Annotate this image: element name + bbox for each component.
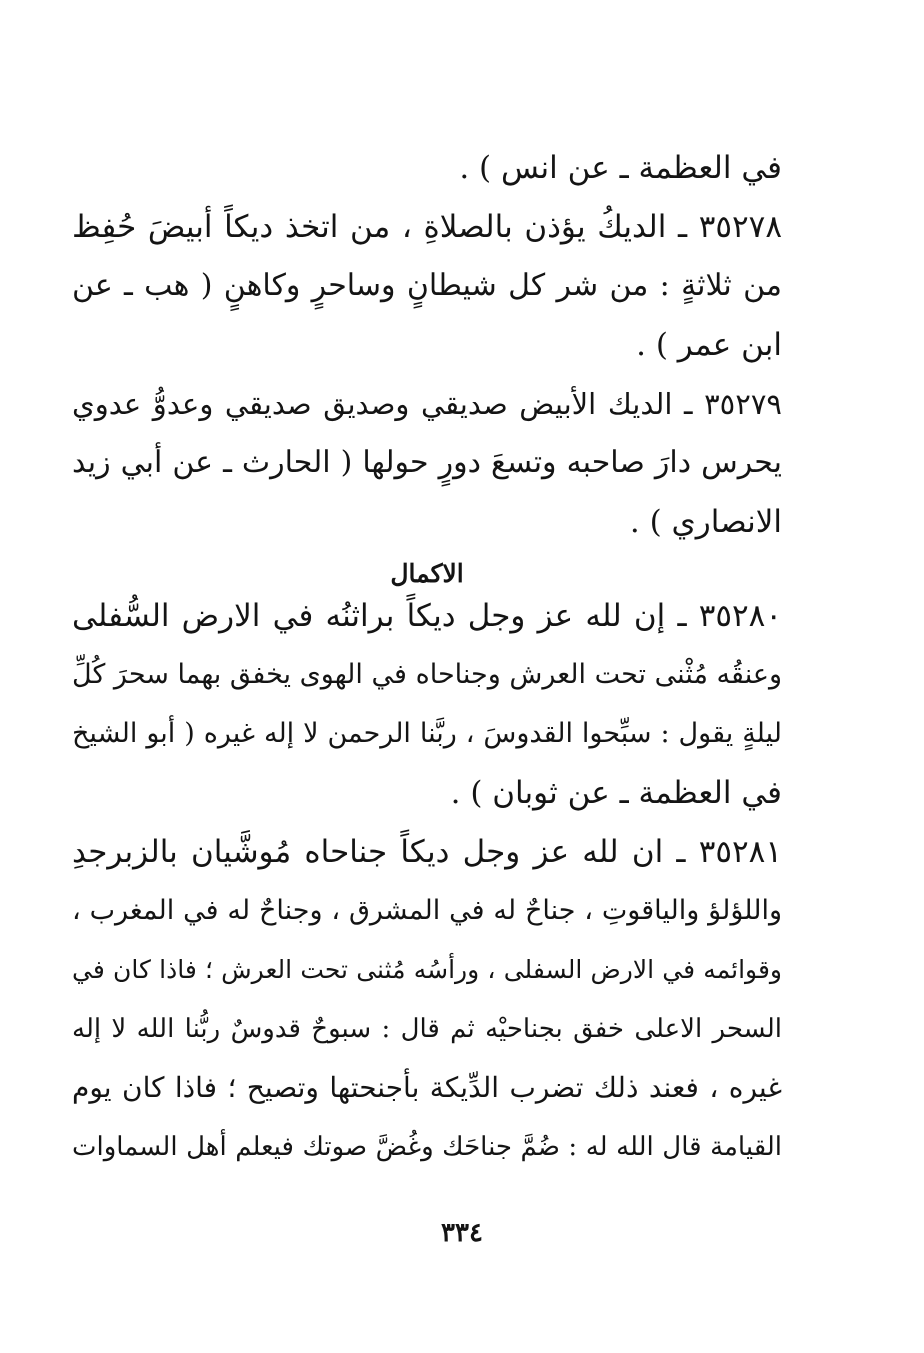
text-line: غيره ، فعند ذلك تضرب الدِّيكة بأجنحتها وتصيح ؛ فاذا كان يوم — [72, 1071, 782, 1104]
text-line: في العظمة ـ عن ثوبان ) . — [450, 775, 782, 811]
hadith-entry-35281-line: ٣٥٢٨١ ـ ان لله عز وجل ديكاً جناحاه مُوشَّيان بالزبرجدِ — [72, 834, 782, 870]
page-body — [72, 148, 782, 1167]
text-line: ليلةٍ يقول : سبِّحوا القدوسَ ، ربَّنا الرحمن لا إله غيره ( أبو الشيخ — [72, 718, 782, 749]
section-heading: الاكمال — [390, 559, 464, 588]
text-line: الانصاري ) . — [629, 504, 782, 540]
text-line: ابن عمر ) . — [636, 327, 782, 363]
hadith-entry-35279-line: ٣٥٢٧٩ ـ الديك الأبيض صديقي وصديق صديقي وعدوُّ عدوي — [72, 387, 782, 421]
text-line: وقوائمه في الارض السفلى ، ورأسُه مُثنى تحت العرش ؛ فاذا كان في — [72, 955, 782, 984]
page-number: ٣٣٤ — [441, 1218, 483, 1248]
text-line: السحر الاعلى خفق بجناحيْه ثم قال : سبوحٌ قدوسٌ ربُّنا الله لا إله — [72, 1014, 782, 1044]
hadith-entry-35280-line: ٣٥٢٨٠ ـ إن لله عز وجل ديكاً براثنُه في الارض السُّفلى — [72, 598, 782, 634]
text-line: يحرس دارَ صاحبه وتسعَ دورٍ حولها ( الحارث ـ عن أبي زيد — [72, 445, 782, 480]
text-line: القيامة قال الله له : ضُمَّ جناحَك وغُضَّ صوتك فيعلم أهل السماوات — [72, 1132, 782, 1162]
text-line: في العظمة ـ عن انس ) . — [459, 150, 782, 186]
hadith-entry-35278-line: ٣٥٢٧٨ ـ الديكُ يؤذن بالصلاةِ ، من اتخذ ديكاً أبيضَ حُفِظ — [72, 209, 782, 245]
text-line: وعنقُه مُثْنى تحت العرش وجناحاه في الهوى يخفق بهما سحرَ كُلِّ — [72, 659, 782, 690]
text-line: من ثلاثةٍ : من شر كل شيطانٍ وساحرٍ وكاهنٍ ( هب ـ عن — [72, 268, 782, 303]
text-line: واللؤلؤ والياقوتِ ، جناحٌ له في المشرق ، وجناحٌ له في المغرب ، — [72, 895, 782, 926]
